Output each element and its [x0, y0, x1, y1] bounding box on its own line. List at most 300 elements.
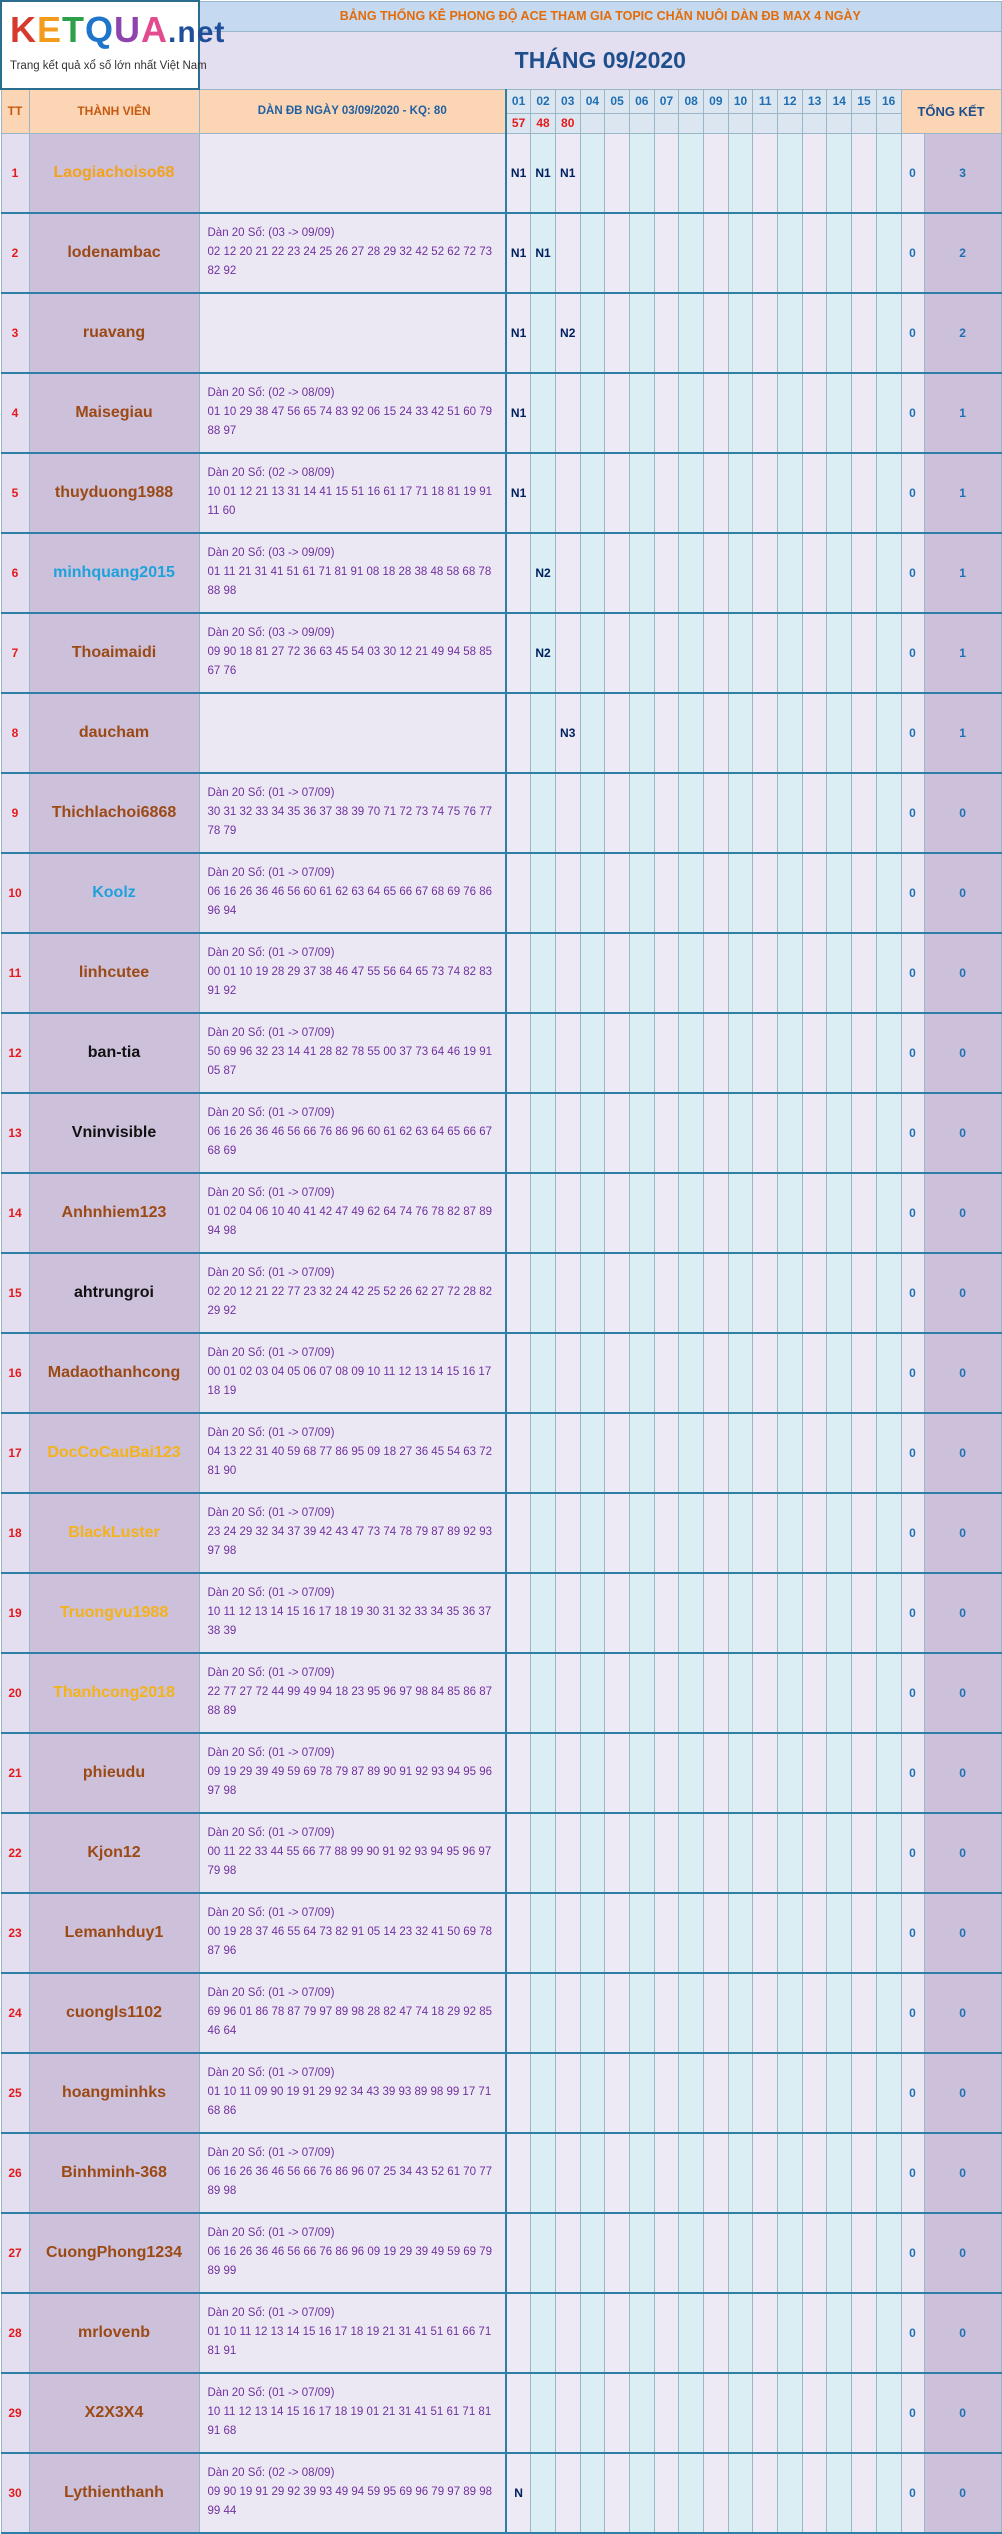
day-cell [605, 1173, 630, 1253]
header-summary: TỔNG KẾT [901, 89, 1001, 133]
day-cell [629, 2133, 654, 2213]
result-cell [827, 113, 852, 133]
table-row [1, 533, 1001, 613]
day-cell [654, 453, 679, 533]
day-cell [802, 2293, 827, 2373]
day-cell [654, 1253, 679, 1333]
day-cell [876, 453, 901, 533]
day-cell [753, 2453, 778, 2533]
day-cell [580, 533, 605, 613]
day-cell [531, 373, 556, 453]
day-cell [876, 2213, 901, 2293]
day-cell [531, 2453, 556, 2533]
day-cell [605, 293, 630, 373]
summary-count-a: 0 [901, 1653, 924, 1733]
day-cell [531, 1253, 556, 1333]
summary-count-b: 1 [924, 453, 1001, 533]
summary-count-b: 0 [924, 853, 1001, 933]
dan-numbers: 69 96 01 86 78 87 79 97 89 98 28 82 47 74 18 29 92 85 46 64 [207, 2006, 493, 2037]
day-cell [506, 1653, 531, 1733]
member-name[interactable]: Kjon12 [29, 1813, 199, 1893]
day-cell [654, 2293, 679, 2373]
dan-range: Dàn 20 Số: (01 -> 07/09) [207, 947, 335, 959]
day-cell [753, 1653, 778, 1733]
day-cell [679, 1493, 704, 1573]
day-cell [580, 2133, 605, 2213]
day-cell [654, 1013, 679, 1093]
day-cell [802, 2213, 827, 2293]
dan-cell [199, 1573, 506, 1653]
summary-count-b: 0 [924, 2373, 1001, 2453]
day-cell [876, 133, 901, 213]
day-cell [753, 1413, 778, 1493]
member-name[interactable]: cuongls1102 [29, 1973, 199, 2053]
month-title: THÁNG 09/2020 [199, 31, 1001, 89]
day-cell [802, 1493, 827, 1573]
row-number: 18 [1, 1493, 29, 1573]
summary-count-b: 0 [924, 1333, 1001, 1413]
member-name[interactable]: ruavang [29, 293, 199, 373]
day-cell [654, 613, 679, 693]
member-name[interactable]: Thoaimaidi [29, 613, 199, 693]
day-cell: N1 [531, 213, 556, 293]
day-cell: N1 [506, 133, 531, 213]
day-cell [629, 2213, 654, 2293]
day-cell [679, 693, 704, 773]
day-cell [679, 2453, 704, 2533]
day-cell [679, 1413, 704, 1493]
dan-range: Dàn 20 Số: (01 -> 07/09) [207, 2147, 335, 2159]
dan-numbers: 01 10 11 09 90 19 91 29 92 34 43 39 93 89 98 99 17 71 68 86 [207, 2086, 492, 2117]
day-cell [654, 2453, 679, 2533]
summary-count-b: 0 [924, 1573, 1001, 1653]
dan-numbers: 09 90 18 81 27 72 36 63 45 54 03 30 12 21 49 94 58 85 67 76 [207, 646, 493, 677]
dan-cell [199, 1333, 506, 1413]
table-row [1, 2373, 1001, 2453]
day-cell [802, 2053, 827, 2133]
day-cell [778, 133, 803, 213]
day-cell [654, 133, 679, 213]
day-cell [827, 853, 852, 933]
day-cell [629, 2373, 654, 2453]
day-cell: N1 [506, 453, 531, 533]
member-name[interactable]: Anhnhiem123 [29, 1173, 199, 1253]
row-number: 20 [1, 1653, 29, 1733]
day-cell [704, 133, 729, 213]
day-cell [629, 773, 654, 853]
day-cell [605, 1333, 630, 1413]
member-name[interactable]: ahtrungroi [29, 1253, 199, 1333]
member-name[interactable]: DocCoCauBai123 [29, 1413, 199, 1493]
day-cell [753, 773, 778, 853]
day-cell [679, 2293, 704, 2373]
day-header: 02 [531, 89, 556, 113]
day-cell [580, 613, 605, 693]
logo-letter: U [114, 9, 142, 50]
day-cell [704, 2133, 729, 2213]
day-cell [827, 1813, 852, 1893]
table-row [1, 933, 1001, 1013]
day-cell [778, 213, 803, 293]
day-cell [852, 1253, 877, 1333]
day-cell [704, 853, 729, 933]
day-cell [555, 1013, 580, 1093]
day-cell [531, 1813, 556, 1893]
summary-count-b: 0 [924, 1653, 1001, 1733]
day-cell [531, 1173, 556, 1253]
day-cell [778, 533, 803, 613]
member-name[interactable]: Vninvisible [29, 1093, 199, 1173]
day-cell [802, 1573, 827, 1653]
day-cell [852, 1013, 877, 1093]
day-cell [629, 1093, 654, 1173]
day-cell [852, 2213, 877, 2293]
day-header: 15 [852, 89, 877, 113]
day-cell [753, 1173, 778, 1253]
day-cell [827, 1413, 852, 1493]
result-cell [654, 113, 679, 133]
member-name[interactable]: Lythienthanh [29, 2453, 199, 2533]
day-cell [704, 533, 729, 613]
logo-letter: K [10, 9, 37, 50]
member-name[interactable]: minhquang2015 [29, 533, 199, 613]
day-cell [876, 2293, 901, 2373]
dan-cell [199, 2373, 506, 2453]
row-number: 4 [1, 373, 29, 453]
table-row [1, 773, 1001, 853]
day-cell [753, 293, 778, 373]
row-number: 21 [1, 1733, 29, 1813]
member-name[interactable]: Truongvu1988 [29, 1573, 199, 1653]
day-cell [728, 1813, 753, 1893]
dan-numbers: 10 11 12 13 14 15 16 17 18 19 01 21 31 41 51 61 71 81 91 68 [207, 2406, 492, 2437]
day-cell [704, 1173, 729, 1253]
day-cell [852, 933, 877, 1013]
member-name[interactable]: CuongPhong1234 [29, 2213, 199, 2293]
day-cell [555, 2453, 580, 2533]
day-cell [778, 1333, 803, 1413]
member-name[interactable]: ban-tia [29, 1013, 199, 1093]
day-cell [506, 2053, 531, 2133]
day-cell [728, 1333, 753, 1413]
day-cell [654, 2053, 679, 2133]
day-cell [704, 1013, 729, 1093]
dan-cell [199, 1653, 506, 1733]
day-cell [654, 1413, 679, 1493]
member-name[interactable]: daucham [29, 693, 199, 773]
day-cell [531, 1573, 556, 1653]
logo[interactable] [1, 1, 226, 89]
day-cell [827, 773, 852, 853]
day-cell [506, 613, 531, 693]
day-cell [876, 1253, 901, 1333]
day-cell [827, 2053, 852, 2133]
member-name[interactable]: Binhminh-368 [29, 2133, 199, 2213]
day-cell [778, 1733, 803, 1813]
day-cell [753, 1573, 778, 1653]
day-cell [753, 853, 778, 933]
dan-range: Dàn 20 Số: (01 -> 07/09) [207, 1427, 335, 1439]
day-cell [778, 453, 803, 533]
member-name[interactable]: X2X3X4 [29, 2373, 199, 2453]
day-cell [531, 1093, 556, 1173]
dan-cell [199, 1253, 506, 1333]
table-row [1, 1813, 1001, 1893]
day-cell [629, 2293, 654, 2373]
result-cell [753, 113, 778, 133]
day-cell [629, 1253, 654, 1333]
day-cell [827, 1253, 852, 1333]
day-cell [605, 613, 630, 693]
summary-count-a: 0 [901, 453, 924, 533]
member-name[interactable]: Maisegiau [29, 373, 199, 453]
day-cell [802, 1733, 827, 1813]
summary-count-a: 0 [901, 1413, 924, 1493]
day-cell [827, 1333, 852, 1413]
day-cell [753, 933, 778, 1013]
day-cell [778, 1813, 803, 1893]
day-cell [852, 1493, 877, 1573]
summary-count-a: 0 [901, 693, 924, 773]
day-cell [778, 293, 803, 373]
day-cell [654, 2133, 679, 2213]
table-row [1, 1893, 1001, 1973]
dan-numbers: 01 02 04 06 10 40 41 42 47 49 62 64 74 76 78 82 87 89 94 98 [207, 1206, 493, 1237]
day-cell [827, 2373, 852, 2453]
dan-cell [199, 2053, 506, 2133]
day-cell [753, 2053, 778, 2133]
day-cell [827, 1733, 852, 1813]
day-cell [555, 1173, 580, 1253]
day-cell [852, 1733, 877, 1813]
day-cell [531, 2373, 556, 2453]
day-cell [629, 1893, 654, 1973]
day-cell [555, 2373, 580, 2453]
dan-numbers: 00 11 22 33 44 55 66 77 88 99 90 91 92 93 94 95 96 97 79 98 [207, 1846, 492, 1877]
day-cell [802, 1813, 827, 1893]
day-cell [876, 213, 901, 293]
dan-numbers: 01 11 21 31 41 51 61 71 81 91 08 18 28 38 48 58 68 78 88 98 [207, 566, 492, 597]
day-cell [531, 1973, 556, 2053]
day-cell [827, 2133, 852, 2213]
row-number: 29 [1, 2373, 29, 2453]
member-name[interactable]: thuyduong1988 [29, 453, 199, 533]
dan-numbers: 23 24 29 32 34 37 39 42 43 47 73 74 78 79 87 89 92 93 97 98 [207, 1526, 493, 1557]
day-cell [605, 2053, 630, 2133]
day-cell [555, 1653, 580, 1733]
day-cell [679, 933, 704, 1013]
summary-count-a: 0 [901, 213, 924, 293]
day-cell [728, 133, 753, 213]
day-cell [827, 1493, 852, 1573]
day-cell [679, 533, 704, 613]
row-number: 26 [1, 2133, 29, 2213]
day-cell [580, 1413, 605, 1493]
member-name[interactable]: Thichlachoi6868 [29, 773, 199, 853]
day-cell [802, 853, 827, 933]
day-cell [605, 1413, 630, 1493]
day-cell [778, 613, 803, 693]
dan-numbers: 09 90 19 91 29 92 39 93 49 94 59 95 69 96 79 97 89 98 99 44 [207, 2486, 493, 2517]
day-cell [679, 2133, 704, 2213]
day-cell [555, 2133, 580, 2213]
day-cell [876, 1413, 901, 1493]
result-cell [704, 113, 729, 133]
day-cell [876, 1333, 901, 1413]
day-cell: N2 [555, 293, 580, 373]
day-cell [704, 1733, 729, 1813]
row-number: 24 [1, 1973, 29, 2053]
day-cell [802, 2453, 827, 2533]
day-cell [629, 613, 654, 693]
day-cell [555, 1573, 580, 1653]
day-cell [555, 373, 580, 453]
dan-numbers: 10 01 12 21 13 31 14 41 15 51 16 61 17 71 18 81 19 91 11 60 [207, 486, 493, 517]
day-cell [827, 1573, 852, 1653]
day-cell [728, 293, 753, 373]
day-cell [802, 1173, 827, 1253]
day-cell [876, 1013, 901, 1093]
day-cell [506, 1733, 531, 1813]
member-name[interactable]: Laogiachoiso68 [29, 133, 199, 213]
day-cell [629, 133, 654, 213]
member-name[interactable]: mrlovenb [29, 2293, 199, 2373]
day-cell [531, 293, 556, 373]
day-cell [728, 2053, 753, 2133]
row-number: 27 [1, 2213, 29, 2293]
table-row [1, 133, 1001, 213]
summary-count-b: 0 [924, 1733, 1001, 1813]
day-cell [876, 373, 901, 453]
day-cell [555, 1973, 580, 2053]
day-cell [778, 1973, 803, 2053]
day-cell [506, 1493, 531, 1573]
day-cell [753, 1493, 778, 1573]
day-cell [876, 773, 901, 853]
day-cell [679, 133, 704, 213]
row-number: 3 [1, 293, 29, 373]
day-cell [679, 213, 704, 293]
day-cell [580, 293, 605, 373]
table-row [1, 1253, 1001, 1333]
day-cell [629, 1733, 654, 1813]
dan-cell [199, 693, 506, 773]
day-header: 05 [605, 89, 630, 113]
day-cell [580, 1733, 605, 1813]
day-cell [802, 293, 827, 373]
day-cell [802, 1333, 827, 1413]
dan-cell [199, 1173, 506, 1253]
result-cell [852, 113, 877, 133]
member-name[interactable]: phieudu [29, 1733, 199, 1813]
day-cell [679, 1013, 704, 1093]
day-cell [852, 373, 877, 453]
day-cell [629, 453, 654, 533]
dan-cell [199, 1813, 506, 1893]
day-cell [654, 693, 679, 773]
day-cell [876, 293, 901, 373]
logo-tagline: Trang kết quả xổ số lớn nhất Việt Nam [10, 60, 207, 72]
day-cell [753, 1733, 778, 1813]
day-cell [506, 1333, 531, 1413]
day-cell [704, 1653, 729, 1733]
summary-count-a: 0 [901, 2133, 924, 2213]
member-name[interactable]: Thanhcong2018 [29, 1653, 199, 1733]
day-cell: N2 [531, 533, 556, 613]
member-name[interactable]: Lemanhduy1 [29, 1893, 199, 1973]
day-cell [605, 453, 630, 533]
table-row [1, 1013, 1001, 1093]
dan-range: Dàn 20 Số: (01 -> 07/09) [207, 1907, 335, 1919]
dan-numbers: 00 19 28 37 46 55 64 73 82 91 05 14 23 32 41 50 69 78 87 96 [207, 1926, 493, 1957]
dan-range: Dàn 20 Số: (01 -> 07/09) [207, 1667, 335, 1679]
day-cell [876, 1733, 901, 1813]
day-cell: N1 [506, 293, 531, 373]
day-cell [506, 933, 531, 1013]
day-cell [531, 2293, 556, 2373]
day-cell [580, 2053, 605, 2133]
day-cell [753, 1013, 778, 1093]
dan-cell [199, 1973, 506, 2053]
day-cell [555, 1733, 580, 1813]
day-cell [728, 773, 753, 853]
day-cell [580, 773, 605, 853]
table-row [1, 1333, 1001, 1413]
member-name[interactable]: Madaothanhcong [29, 1333, 199, 1413]
day-cell [654, 533, 679, 613]
member-name[interactable]: hoangminhks [29, 2053, 199, 2133]
day-cell [802, 773, 827, 853]
day-cell [506, 1573, 531, 1653]
day-cell [852, 293, 877, 373]
day-cell [827, 933, 852, 1013]
day-cell [827, 293, 852, 373]
day-cell [506, 1253, 531, 1333]
dan-range: Dàn 20 Số: (01 -> 07/09) [207, 1987, 335, 1999]
day-cell [704, 373, 729, 453]
day-cell [580, 693, 605, 773]
day-cell [506, 533, 531, 613]
day-cell [580, 1973, 605, 2053]
dan-cell [199, 373, 506, 453]
day-cell [506, 773, 531, 853]
dan-cell [199, 2453, 506, 2533]
day-cell [876, 2053, 901, 2133]
table-row [1, 1173, 1001, 1253]
dan-cell [199, 213, 506, 293]
summary-count-b: 0 [924, 2133, 1001, 2213]
member-name[interactable]: lodenambac [29, 213, 199, 293]
row-number: 6 [1, 533, 29, 613]
day-cell: N1 [506, 373, 531, 453]
logo-letter: Q [85, 9, 115, 50]
day-cell [704, 2453, 729, 2533]
member-name[interactable]: Koolz [29, 853, 199, 933]
dan-cell [199, 453, 506, 533]
day-cell [876, 693, 901, 773]
member-name[interactable]: linhcutee [29, 933, 199, 1013]
day-cell [704, 1893, 729, 1973]
table-row [1, 2053, 1001, 2133]
header-tt: TT [1, 89, 29, 133]
day-cell [827, 133, 852, 213]
logo-letter: A [141, 9, 169, 50]
table-row [1, 1973, 1001, 2053]
summary-count-a: 0 [901, 2053, 924, 2133]
member-name[interactable]: BlackLuster [29, 1493, 199, 1573]
day-cell [704, 453, 729, 533]
day-cell [679, 293, 704, 373]
